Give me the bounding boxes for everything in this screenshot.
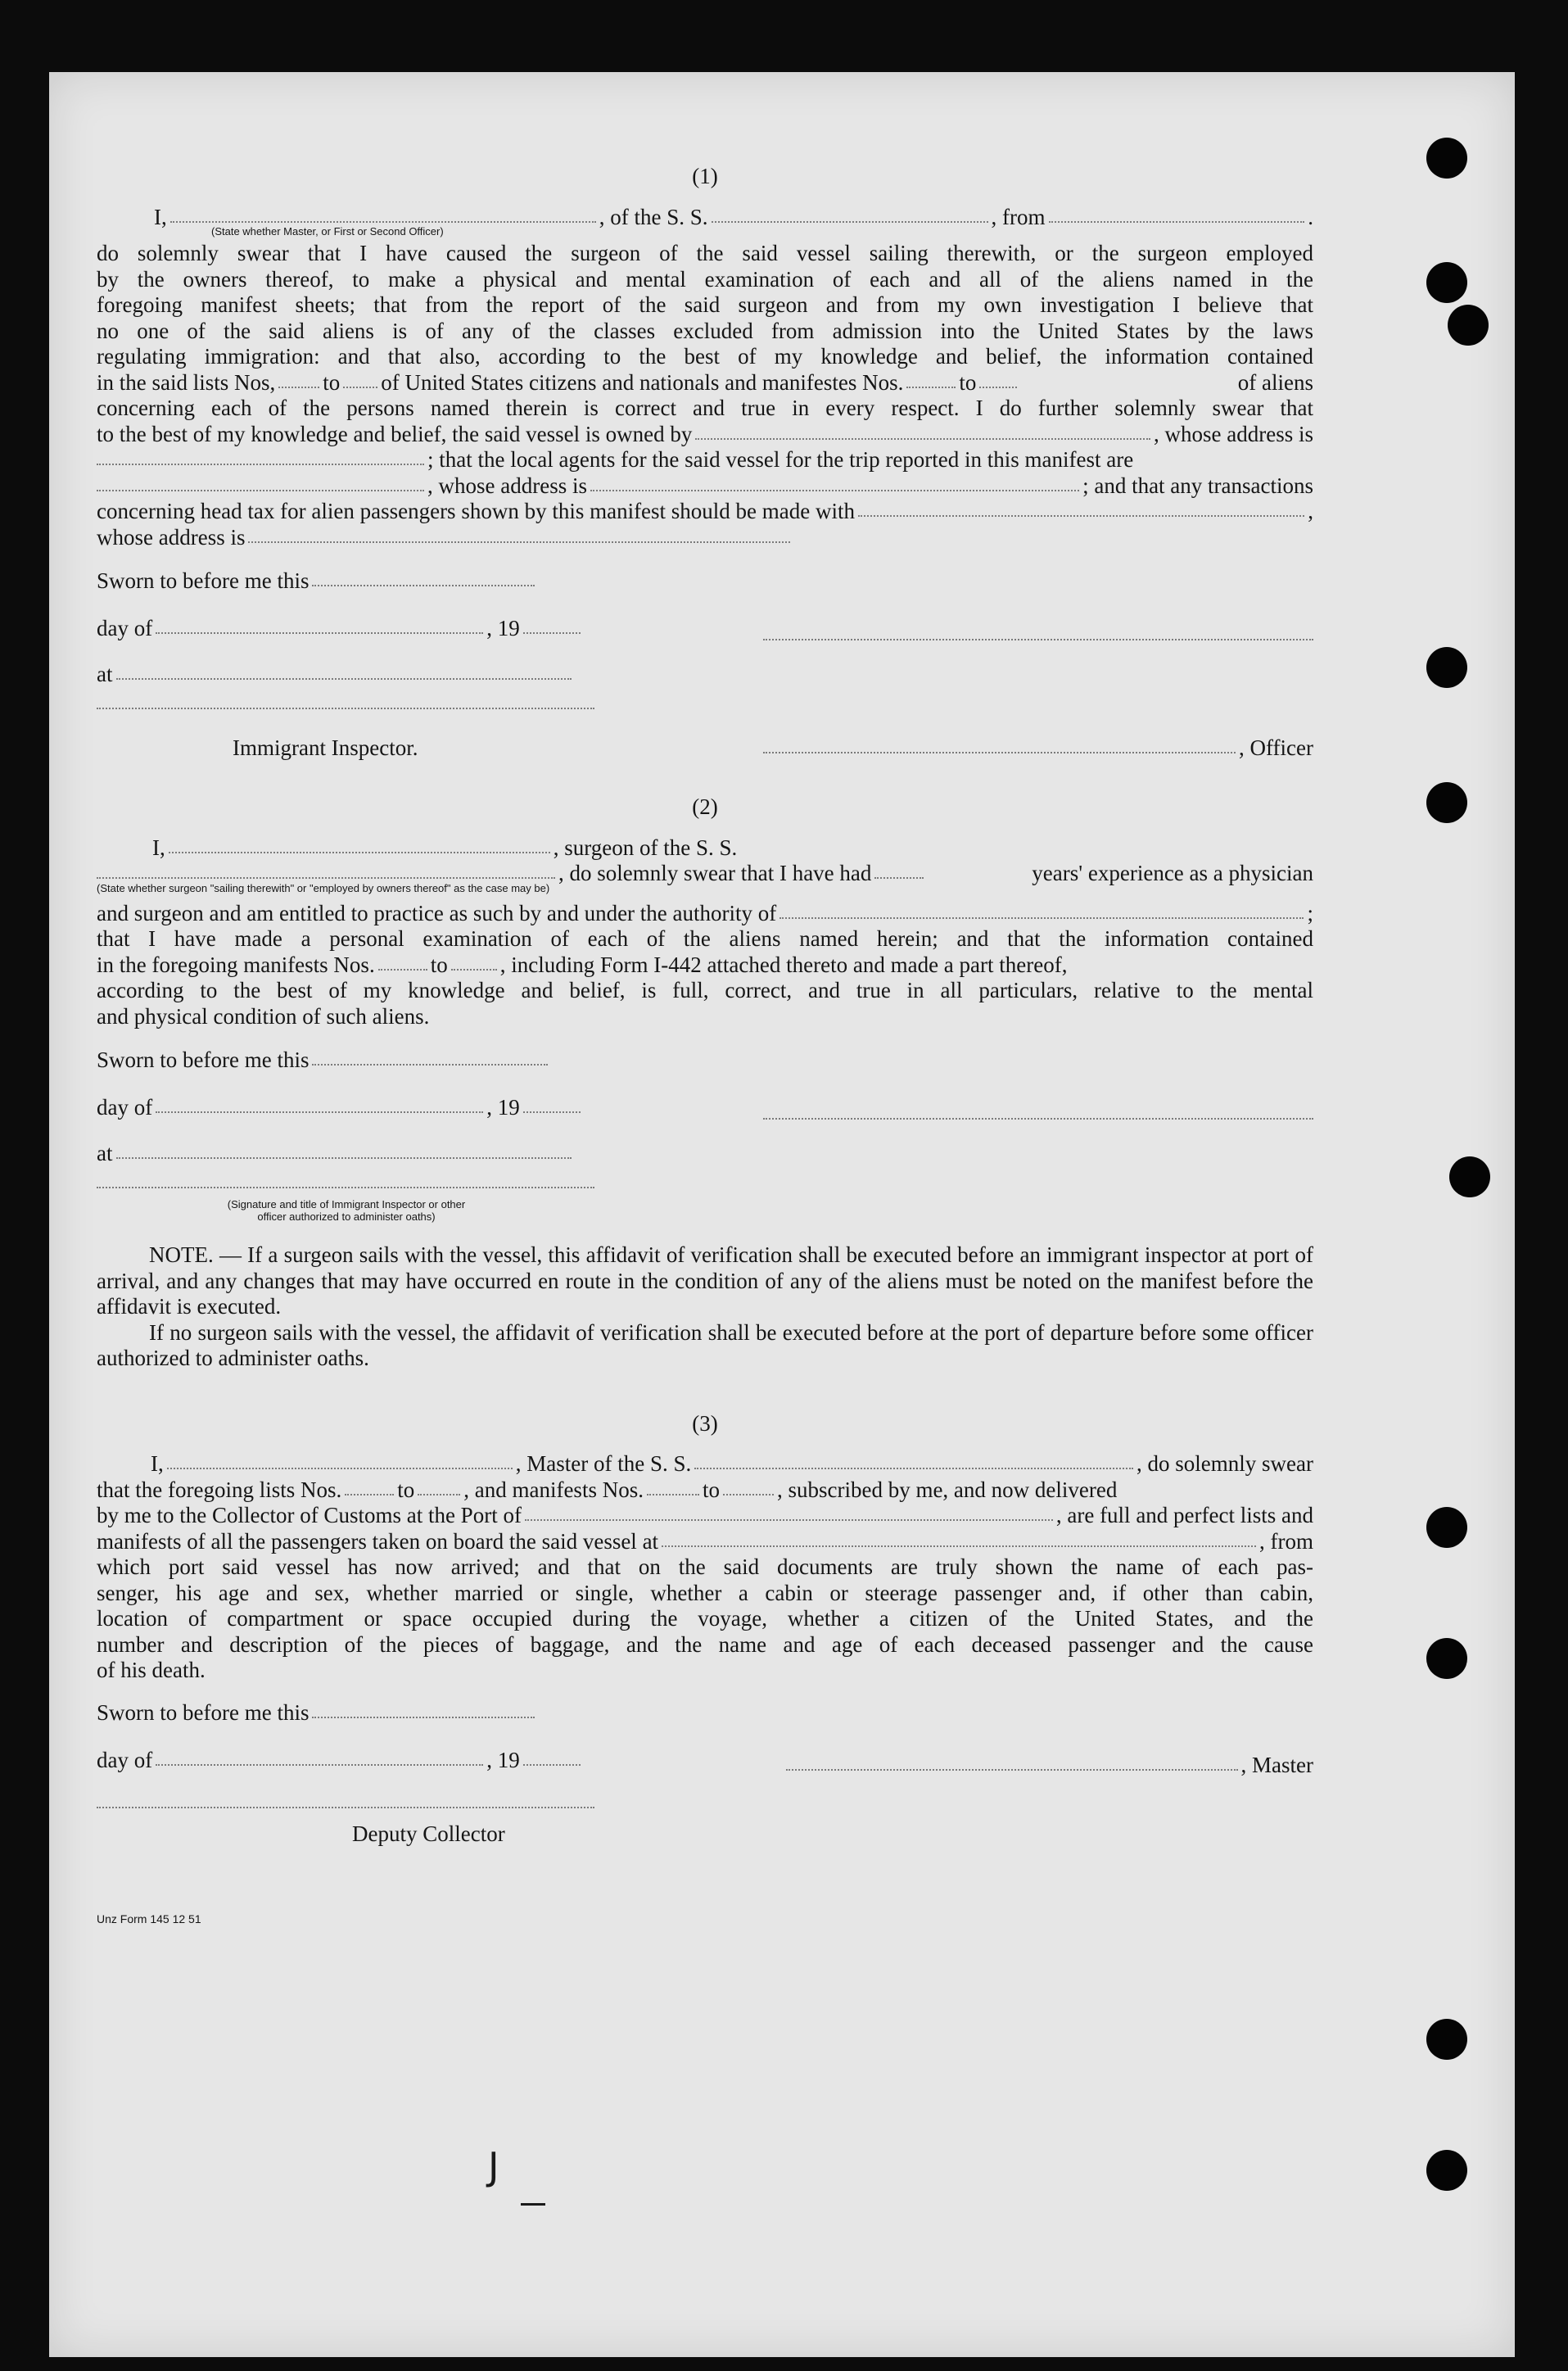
punch-hole xyxy=(1426,1507,1467,1548)
master-line xyxy=(97,1451,1313,1477)
label-to: to xyxy=(397,1477,415,1502)
manifests-from-field[interactable] xyxy=(378,969,427,971)
section-1-body xyxy=(97,241,1313,370)
manifests-to-field[interactable] xyxy=(451,969,497,971)
officer-line xyxy=(763,735,1313,762)
lists-to-field[interactable] xyxy=(343,387,377,388)
month-field[interactable] xyxy=(156,1111,483,1113)
body-line: according to the best of my knowledge and belief, is full, correct, and true in all particulars, relative to the mental xyxy=(97,978,1313,1002)
manifests-from-field[interactable] xyxy=(647,1494,699,1495)
punch-hole xyxy=(1426,782,1467,823)
body-line: of his death. xyxy=(97,1658,206,1682)
label-deputy-collector: Deputy Collector xyxy=(352,1821,505,1846)
handwritten-dash xyxy=(521,2203,545,2206)
body-line: foregoing manifest sheets; that from the report of the said surgeon and from my own investigation I believe that xyxy=(97,292,1313,317)
master-signature-field[interactable] xyxy=(786,1769,1238,1771)
manifests-from-field[interactable] xyxy=(906,387,956,388)
day-of-line xyxy=(97,1095,584,1121)
manifests-to-field[interactable] xyxy=(723,1494,774,1495)
label-manifests-nos: , and manifests Nos. xyxy=(463,1477,644,1502)
body-line: no one of the said aliens is of any of the classes excluded from admission into the United States by the laws xyxy=(97,318,1313,343)
owner-field[interactable] xyxy=(695,438,1150,440)
inspector-signature-field[interactable] xyxy=(97,1187,594,1188)
label-lists-nos: in the said lists Nos, xyxy=(97,369,276,395)
manifests-to-field[interactable] xyxy=(979,387,1017,388)
vessel-name-field[interactable] xyxy=(712,221,988,223)
officer-name-field[interactable] xyxy=(170,221,596,223)
label-from: , from xyxy=(991,204,1046,229)
inspector-signature-field[interactable] xyxy=(97,708,594,709)
body-line: by the owners thereof, to make a physical and mental examination of each and all of the aliens named in the xyxy=(97,266,1313,292)
label-whose-address: whose address is xyxy=(97,524,246,550)
label-surgeon-of-ss: , surgeon of the S. S. xyxy=(553,835,738,860)
period: . xyxy=(1308,204,1313,229)
label-sworn: Sworn to before me this xyxy=(97,1047,310,1072)
master-signature-line xyxy=(786,1753,1313,1779)
owner-address-field[interactable] xyxy=(97,464,424,465)
label-year: , 19 xyxy=(486,1095,520,1120)
year-field[interactable] xyxy=(523,1764,581,1766)
label-owned-by: to the best of my knowledge and belief, the said vessel is owned by xyxy=(97,421,693,446)
from-port-field[interactable] xyxy=(1049,221,1305,223)
body-line: do solemnly swear that I have caused the surgeon of the said vessel sailing therewith, or the surgeon employed xyxy=(97,241,1313,265)
punch-hole xyxy=(1426,647,1467,688)
body-line: that I have made a personal examination of each of the aliens named herein; and that the information contained xyxy=(97,926,1313,951)
punch-hole xyxy=(1426,2150,1467,2191)
label-years-experience: years' experience as a physician xyxy=(1032,861,1313,885)
taken-on-board-line xyxy=(97,1529,1313,1555)
section-3-body xyxy=(97,1554,1313,1658)
surgeon-status-field[interactable] xyxy=(97,877,555,879)
label-master-of-ss: , Master of the S. S. xyxy=(515,1451,692,1476)
label-lists-nos: that the foregoing lists Nos. xyxy=(97,1477,342,1502)
year-field[interactable] xyxy=(523,632,581,634)
label-manifests-nos: of United States citizens and nationals and manifestes Nos. xyxy=(381,369,904,395)
label-day-of: day of xyxy=(97,616,153,640)
label-year: , 19 xyxy=(486,1747,520,1772)
label-full-lists: , are full and perfect lists and xyxy=(1055,1503,1313,1527)
punch-hole xyxy=(1426,1638,1467,1679)
section-3-number: (3) xyxy=(692,1410,718,1436)
whose-address-line xyxy=(97,525,1313,551)
departure-port-field[interactable] xyxy=(662,1545,1256,1547)
label-head-tax: concerning head tax for alien passengers shown by this manifest should be made with xyxy=(97,499,856,523)
label-to: to xyxy=(323,369,341,395)
years-field[interactable] xyxy=(874,877,924,879)
agents-address-line xyxy=(97,473,1313,500)
label-form-i442: , including Form I-442 attached thereto and made a part thereof, xyxy=(499,952,1068,977)
at-line xyxy=(97,662,575,688)
label-authority: and surgeon and am entitled to practice as such by and under the authority of xyxy=(97,900,777,925)
body-line: number and description of the pieces of baggage, and the name and age of each deceased passenger and the cause xyxy=(97,1631,1313,1657)
sworn-date-field[interactable] xyxy=(312,1717,535,1718)
label-year: , 19 xyxy=(486,616,520,640)
day-of-line xyxy=(97,616,584,642)
body-line: senger, his age and sex, whether married or single, whether a cabin or steerage passenger and, if other than cabin, xyxy=(97,1580,1313,1605)
section-1-oath xyxy=(97,568,1313,771)
label-i: I, xyxy=(154,204,167,229)
label-at: at xyxy=(97,1141,113,1165)
officer-title-field[interactable] xyxy=(763,752,1236,753)
month-field[interactable] xyxy=(156,632,483,634)
punch-hole xyxy=(1449,1156,1490,1197)
body-line: and physical condition of such aliens. xyxy=(97,1003,430,1029)
label-sworn: Sworn to before me this xyxy=(97,1699,310,1725)
label-to: to xyxy=(430,952,448,977)
manifests-line xyxy=(97,952,1313,979)
section-2-number: (2) xyxy=(692,794,718,819)
comma: , xyxy=(1308,499,1313,523)
authority-field[interactable] xyxy=(779,917,1304,919)
month-field[interactable] xyxy=(156,1764,483,1766)
officer-rank-note: (State whether Master, or First or Second Officer) xyxy=(211,225,444,238)
at-line xyxy=(97,1141,575,1167)
sworn-date-field[interactable] xyxy=(312,585,535,586)
owned-by-line xyxy=(97,422,1313,448)
port-field[interactable] xyxy=(525,1519,1053,1521)
vessel-name-field[interactable] xyxy=(694,1468,1133,1469)
label-sworn: Sworn to before me this xyxy=(97,568,310,593)
label-subscribed: , subscribed by me, and now delivered xyxy=(776,1477,1118,1502)
note-paragraph: NOTE. — If a surgeon sails with the vessel, this affidavit of verification shall be executed before an immigrant inspector at port of arrival, and any changes that may have occurred en route in the condition of any of the aliens must be noted on the manifest before the affidavit is executed. xyxy=(97,1242,1313,1319)
sworn-date-field[interactable] xyxy=(312,1064,548,1066)
label-day-of: day of xyxy=(97,1095,153,1120)
label-do-solemnly: , do solemnly swear xyxy=(1136,1451,1313,1476)
surgeon-status-note: (State whether surgeon "sailing therewith" or "employed by owners thereof" as the case may be) xyxy=(97,881,550,894)
label-day-of: day of xyxy=(97,1747,153,1772)
label-i: I, xyxy=(152,835,165,860)
label-of-ss: , of the S. S. xyxy=(599,204,708,229)
label-local-agents: ; that the local agents for the said vessel for the trip reported in this manifest are xyxy=(427,447,1134,472)
label-from: , from xyxy=(1259,1528,1313,1554)
label-i: I, xyxy=(151,1451,164,1476)
label-whose-address: , whose address is xyxy=(1154,421,1313,446)
at-place-field[interactable] xyxy=(116,678,572,680)
head-tax-line xyxy=(97,499,1313,525)
agents-line xyxy=(97,447,1313,473)
label-to: to xyxy=(702,1477,720,1502)
label-taken-on-board: manifests of all the passengers taken on board the said vessel at xyxy=(97,1528,659,1554)
agents-address-field[interactable] xyxy=(590,490,1079,491)
body-line: regulating immigration: and that also, according to the best of my knowledge and belief, the information contained xyxy=(97,344,1313,369)
label-collector: by me to the Collector of Customs at the Port of xyxy=(97,1503,522,1527)
officer-signature-field[interactable] xyxy=(763,639,1313,640)
section-3-oath xyxy=(97,1700,1313,1848)
lists-from-field[interactable] xyxy=(345,1494,394,1495)
surgeon-name-field[interactable] xyxy=(169,852,550,853)
sworn-line xyxy=(97,1047,551,1074)
section-1-number: (1) xyxy=(692,164,718,188)
label-at: at xyxy=(97,662,113,686)
punch-hole xyxy=(1448,305,1489,346)
punch-hole xyxy=(1426,262,1467,303)
collector-line xyxy=(97,1503,1313,1529)
authority-line xyxy=(97,901,1313,927)
label-of-aliens: of aliens xyxy=(1237,369,1313,395)
at-place-field[interactable] xyxy=(116,1157,572,1159)
body-line: location of compartment or space occupied during the voyage, whether a citizen of the United States, and the xyxy=(97,1606,1313,1631)
label-officer: , Officer xyxy=(1239,735,1313,760)
surgeon-line xyxy=(97,835,1313,862)
semicolon: ; xyxy=(1307,900,1313,925)
year-field[interactable] xyxy=(523,1111,581,1113)
head-tax-field[interactable] xyxy=(858,515,1304,517)
body-line: which port said vessel has now arrived; and that on the said documents are truly shown the name of each pas- xyxy=(97,1554,1313,1579)
lists-to-field[interactable] xyxy=(418,1494,460,1495)
label-whose-address: , whose address is xyxy=(427,473,587,498)
label-do-solemnly: , do solemnly swear that I have had xyxy=(558,861,872,885)
label-to: to xyxy=(959,369,977,395)
surgeon-signature-field[interactable] xyxy=(763,1118,1313,1120)
label-immigrant-inspector: Immigrant Inspector. xyxy=(233,735,418,760)
label-transactions: ; and that any transactions xyxy=(1082,473,1313,498)
punch-hole xyxy=(1426,2019,1467,2060)
sworn-line xyxy=(97,568,538,595)
agents-field[interactable] xyxy=(97,490,424,491)
lists-from-field[interactable] xyxy=(278,387,319,388)
head-tax-address-field[interactable] xyxy=(248,541,790,543)
punch-hole xyxy=(1426,138,1467,179)
signature-note xyxy=(162,1198,531,1223)
signature-note-line: officer authorized to administer oaths) xyxy=(257,1210,436,1223)
lists-numbers-line xyxy=(97,370,1313,396)
handwritten-mark: J xyxy=(488,2144,499,2188)
affidavit-content xyxy=(97,164,1313,1932)
day-of-line xyxy=(97,1748,584,1774)
master-name-field[interactable] xyxy=(167,1468,513,1469)
form-number: Unz Form 145 12 51 xyxy=(97,1912,201,1925)
signature-note-line: (Signature and title of Immigrant Inspector or other xyxy=(227,1198,466,1210)
body-line: concerning each of the persons named therein is correct and true in every respect. I do further solemnly swear that xyxy=(97,396,1313,420)
label-manifests-nos: in the foregoing manifests Nos. xyxy=(97,952,375,977)
section-2-oath xyxy=(97,1047,1313,1238)
deputy-signature-field[interactable] xyxy=(97,1807,594,1808)
lists-line xyxy=(97,1477,1313,1504)
sworn-line xyxy=(97,1700,538,1726)
note-paragraph: If no surgeon sails with the vessel, the affidavit of verification shall be executed before at the port of departure before some officer authorized to administer oaths. xyxy=(97,1319,1313,1370)
label-master: , Master xyxy=(1240,1752,1313,1777)
